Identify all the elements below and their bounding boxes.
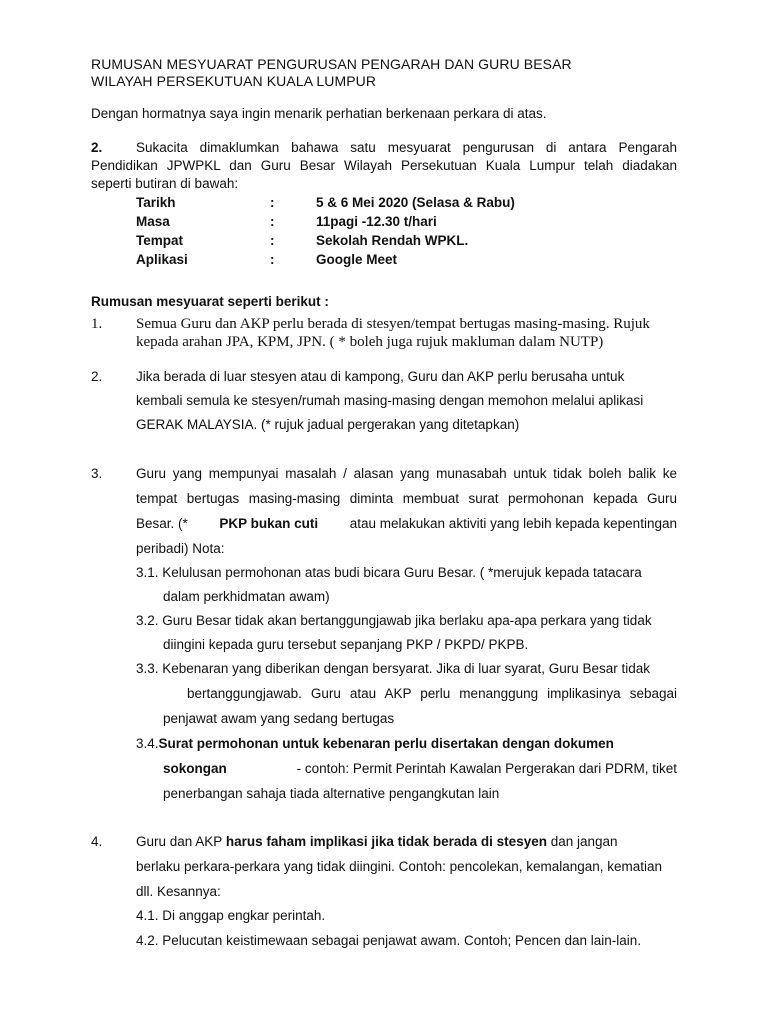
item-4-line2: berlaku perkara-perkara yang tidak diingini. Contoh: pencolekan, kemalangan, kematian: [136, 859, 663, 874]
detail-sep-place: :: [270, 233, 275, 248]
item-3-1-line2: dalam perkhidmatan awam): [163, 589, 330, 604]
section-2-number: 2.: [91, 140, 103, 155]
detail-sep-app: :: [270, 252, 275, 267]
detail-value-date: 5 & 6 Mei 2020 (Selasa & Rabu): [316, 195, 515, 210]
item-3-4-bold1: Surat permohonan untuk kebenaran perlu disertakan dengan dokumen: [158, 736, 614, 751]
detail-label-date: Tarikh: [136, 195, 176, 210]
item-4-line1: [136, 834, 618, 849]
summary-heading: Rumusan mesyuarat seperti berikut :: [91, 294, 329, 309]
item-3-line1: Guru yang mempunyai masalah / alasan yang munasabah untuk tidak boleh balik ke: [136, 466, 677, 481]
item-3-1-line1: 3.1. Kelulusan permohonan atas budi bicara Guru Besar. ( *merujuk kepada tatacara: [136, 565, 642, 580]
item-2-line2: kembali semula ke stesyen/rumah masing-masing dengan memohon melalui aplikasi: [136, 393, 644, 408]
detail-sep-time: :: [270, 214, 275, 229]
detail-sep-date: :: [270, 195, 275, 210]
item-3-line4: peribadi) Nota:: [136, 541, 225, 556]
item-4-2: 4.2. Pelucutan keistimewaan sebagai penjawat awam. Contoh; Pencen dan lain-lain.: [136, 933, 642, 948]
item-3-line3-bold: PKP bukan cuti: [219, 516, 319, 531]
intro-paragraph: Dengan hormatnya saya ingin menarik perhatian berkenaan perkara di atas.: [91, 106, 547, 121]
item-4-line1-pre: Guru dan AKP: [136, 834, 223, 849]
item-3-line3: [136, 516, 677, 531]
item-3-line3-post: atau melakukan aktiviti yang lebih kepada kepentingan: [349, 516, 677, 531]
item-3-4-number: 3.4.: [136, 736, 159, 751]
item-3-4-rest: - contoh: Permit Perintah Kawalan Pergerakan dari PDRM, tiket: [296, 761, 677, 776]
item-3-line3-pre: Besar. (*: [136, 516, 188, 531]
item-3-4-line1: [136, 736, 677, 751]
item-2-number: 2.: [91, 369, 103, 384]
section-2-line3: seperti butiran di bawah:: [91, 176, 239, 191]
item-3-line2: tempat bertugas masing-masing diminta membuat surat permohonan kepada Guru: [136, 491, 677, 506]
detail-value-place: Sekolah Rendah WPKL.: [316, 233, 469, 248]
item-2-line3: GERAK MALAYSIA. (* rujuk jadual pergerakan yang ditetapkan): [136, 417, 520, 432]
item-4-number: 4.: [91, 834, 103, 849]
item-3-3-line3: penjawat awam yang sedang bertugas: [163, 711, 395, 726]
item-1-number: 1.: [91, 316, 103, 332]
item-4-line1-post: dan jangan: [550, 834, 618, 849]
section-2-line2: Pendidikan JPWPKL dan Guru Besar Wilayah Persekutuan Kuala Lumpur telah diadakan: [91, 158, 677, 173]
item-3-2-line2: diingini kepada guru tersebut sepanjang PKP / PKPD/ PKPB.: [163, 637, 529, 652]
detail-label-place: Tempat: [136, 233, 184, 248]
item-3-3-line2: bertanggungjawab. Guru atau AKP perlu menanggung implikasinya sebagai: [187, 686, 677, 701]
item-3-3-line1: 3.3. Kebenaran yang diberikan dengan bersyarat. Jika di luar syarat, Guru Besar tidak: [136, 661, 651, 676]
item-3-2-line1: 3.2. Guru Besar tidak akan bertanggungjawab jika berlaku apa-apa perkara yang tidak: [136, 613, 652, 628]
section-2-line1: Sukacita dimaklumkan bahawa satu mesyuarat pengurusan di antara Pengarah: [136, 140, 677, 155]
item-1-line2: kepada arahan JPA, KPM, JPN. ( * boleh juga rujuk makluman dalam NUTP): [136, 334, 604, 350]
detail-value-time: 11pagi -12.30 t/hari: [316, 214, 437, 229]
document-title-line2: WILAYAH PERSEKUTUAN KUALA LUMPUR: [91, 73, 377, 89]
document-title-line1: RUMUSAN MESYUARAT PENGURUSAN PENGARAH DAN GURU BESAR: [91, 56, 572, 72]
item-3-number: 3.: [91, 466, 103, 481]
item-3-4-line3: penerbangan sahaja tiada alternative pengangkutan lain: [163, 786, 500, 801]
detail-label-app: Aplikasi: [136, 252, 188, 267]
item-3-4-line2: [163, 761, 677, 776]
detail-value-app: Google Meet: [316, 252, 398, 267]
detail-label-time: Masa: [136, 214, 170, 229]
item-4-line1-bold: harus faham implikasi jika tidak berada di stesyen: [225, 834, 547, 849]
item-1-line1: Semua Guru dan AKP perlu berada di stesyen/tempat bertugas masing-masing. Rujuk: [136, 316, 650, 332]
item-4-line3: dll. Kesannya:: [136, 884, 221, 899]
item-2-line1: Jika berada di luar stesyen atau di kampong, Guru dan AKP perlu berusaha untuk: [136, 369, 625, 384]
item-4-1: 4.1. Di anggap engkar perintah.: [136, 908, 326, 923]
item-3-4-bold2: sokongan: [163, 761, 227, 776]
